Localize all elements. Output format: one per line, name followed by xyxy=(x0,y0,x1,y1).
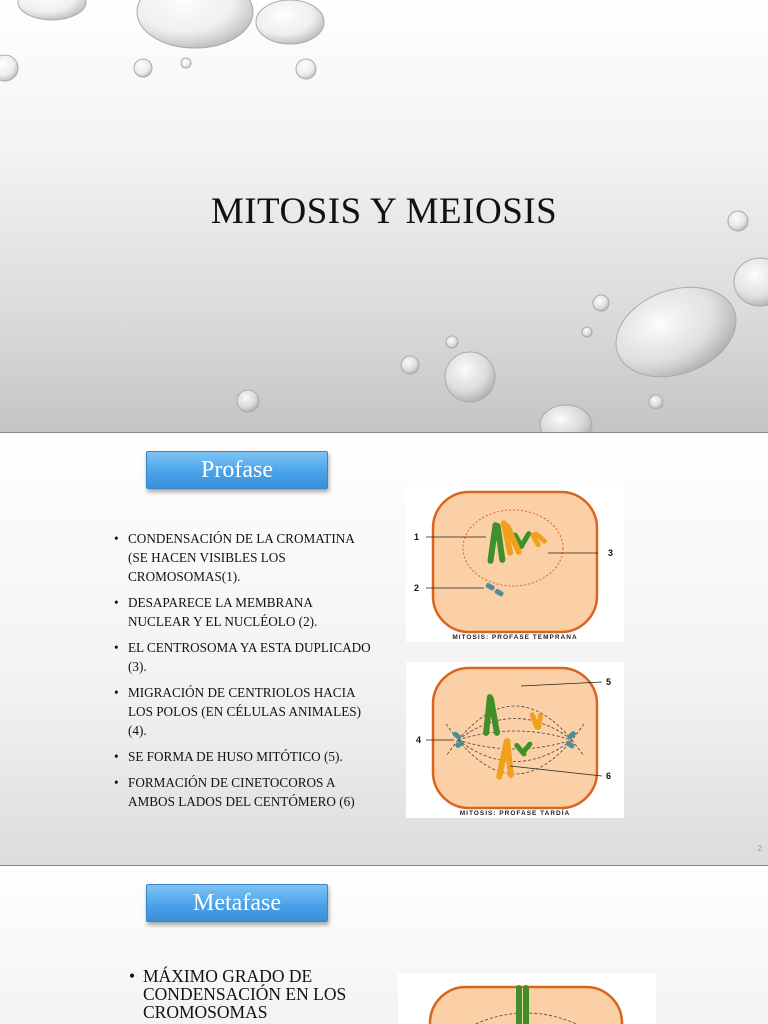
label-6: 6 xyxy=(606,771,612,781)
figure2-caption: MITOSIS: PROFASE TARDÍA xyxy=(459,810,571,817)
cell-outline xyxy=(433,492,597,632)
label-4: 4 xyxy=(416,735,422,745)
slide-metafase xyxy=(0,866,768,1024)
list-item: • CONDENSACIÓN DE LA CROMATINA (SE HACEN VISIBLES LOS CROMOSOMAS(1). xyxy=(114,529,376,586)
list-item: • MÁXIMO GRADO DE CONDENSACIÓN EN LOS CROMOSOMAS xyxy=(129,967,369,1021)
slide-profase xyxy=(0,433,768,865)
presentation-title: MITOSIS Y MEIOSIS xyxy=(210,191,558,232)
label-1: 1 xyxy=(414,532,420,542)
list-item: • FORMACIÓN DE CINETOCOROS A AMBOS LADOS DEL CENTÓMERO (6) xyxy=(114,773,376,811)
label-3: 3 xyxy=(608,548,614,558)
list-item: • MIGRACIÓN DE CENTRIOLOS HACIA LOS POLOS (EN CÉLULAS ANIMALES) (4). xyxy=(114,683,376,740)
list-item: • SE FORMA DE HUSO MITÓTICO (5). xyxy=(114,747,376,766)
figure-late-prophase xyxy=(406,662,624,818)
label-5: 5 xyxy=(606,677,612,687)
profase-bullet-list xyxy=(114,529,376,818)
label-2: 2 xyxy=(414,583,420,593)
list-item: • DESAPARECE LA MEMBRANA NUCLEAR Y EL NUCLÉOLO (2). xyxy=(114,593,376,631)
list-item: • EL CENTROSOMA YA ESTA DUPLICADO (3). xyxy=(114,638,376,676)
metafase-header: Metafase xyxy=(146,884,328,922)
figure-metaphase xyxy=(398,973,656,1024)
page-number: 2 xyxy=(757,844,762,853)
profase-header: Profase xyxy=(146,451,328,489)
slide-title xyxy=(0,0,768,432)
figure1-caption: MITOSIS: PROFASE TEMPRANA xyxy=(452,634,578,641)
metafase-bullet-list xyxy=(129,967,369,1021)
figure-early-prophase xyxy=(406,486,624,642)
